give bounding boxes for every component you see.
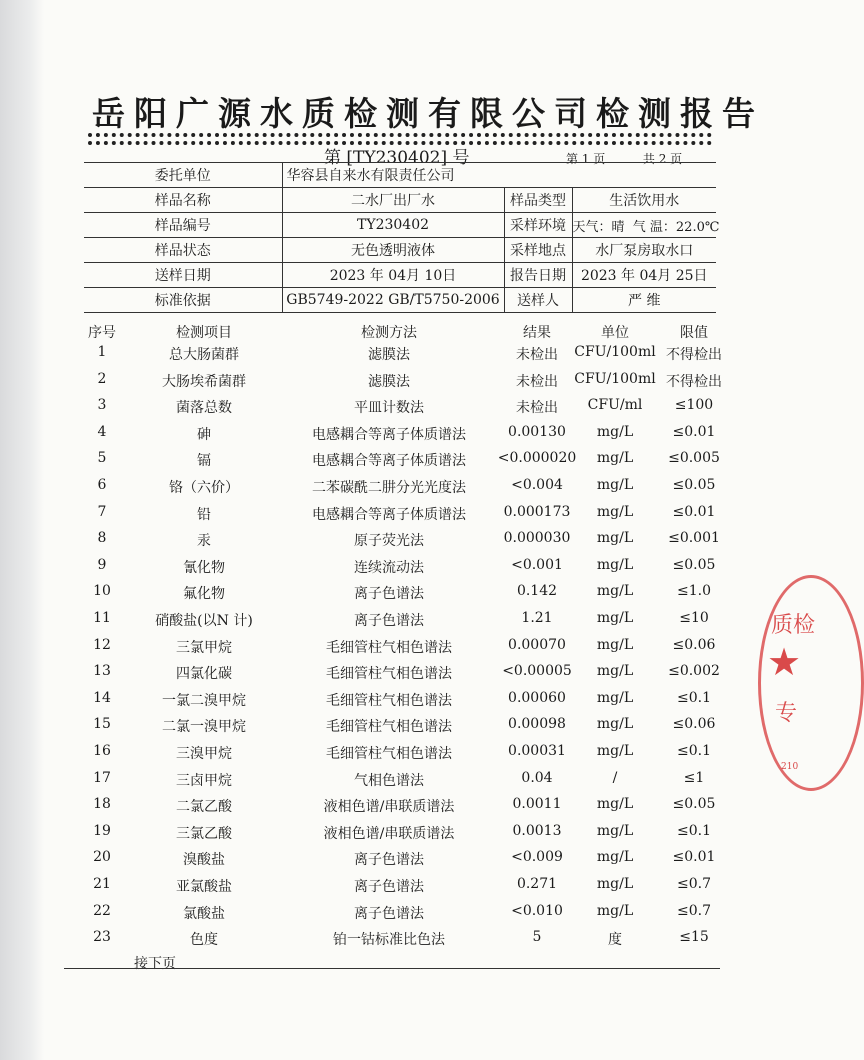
sample-id-label: 样品编号 (84, 213, 282, 238)
table-row (84, 690, 716, 716)
row-method: 铂一钴标准比色法 (333, 932, 445, 949)
col-header-item: 检测项目 (176, 325, 232, 341)
table-row (84, 743, 716, 769)
row-no: 5 (97, 450, 107, 467)
table-row (84, 610, 716, 636)
row-unit: mg/L (596, 849, 634, 866)
env-value (572, 213, 720, 238)
row-limit: ≤0.005 (668, 450, 720, 467)
row-item: 三氯乙酸 (176, 825, 232, 842)
row-no: 14 (93, 689, 111, 706)
row-unit: CFU/100ml (574, 344, 656, 360)
row-unit: mg/L (596, 796, 634, 813)
table-row (84, 424, 716, 450)
row-no: 9 (97, 556, 107, 573)
row-result: 0.00070 (508, 636, 566, 653)
row-no: 16 (93, 743, 111, 759)
env-label: 采样环境 (504, 213, 572, 238)
row-limit: ≤0.05 (672, 556, 716, 573)
row-method: 连续流动法 (354, 559, 424, 576)
row-no: 1 (97, 344, 107, 360)
report-title: 岳阳广源水质检测有限公司检测报告 (92, 94, 764, 133)
row-item: 二氯一溴甲烷 (162, 719, 246, 736)
row-item: 铅 (197, 506, 211, 523)
row-result: <0.00005 (502, 663, 572, 680)
state-label: 样品状态 (84, 238, 282, 263)
row-limit: 不得检出 (666, 373, 722, 390)
table-row (84, 637, 716, 663)
seal-text-mid: 专 (775, 701, 798, 726)
row-limit: ≤15 (679, 929, 709, 946)
row-method: 液相色谱/串联质谱法 (323, 799, 455, 816)
row-method: 离子色谱法 (354, 879, 424, 895)
row-no: 2 (97, 370, 107, 387)
row-item: 汞 (197, 533, 211, 550)
row-result: 0.00130 (508, 423, 566, 440)
row-item: 铬（六价） (169, 480, 239, 496)
row-result: 1.21 (521, 610, 553, 626)
row-item: 氟化物 (183, 586, 225, 603)
location-label: 采样地点 (504, 238, 572, 263)
binding-edge (0, 0, 44, 1060)
row-limit: ≤0.05 (672, 477, 716, 493)
sample-type-value: 生活饮用水 (572, 188, 716, 213)
table-row (84, 903, 716, 929)
row-no: 18 (93, 796, 111, 813)
sample-type-label: 样品类型 (504, 188, 572, 213)
row-result: 0.00098 (508, 716, 566, 733)
row-limit: ≤1 (683, 769, 705, 786)
row-result: 0.00031 (508, 743, 566, 759)
info-row-sample-id (84, 213, 716, 238)
row-no: 10 (93, 583, 111, 600)
footer-rule (64, 968, 720, 969)
row-no: 12 (93, 636, 111, 653)
row-result: <0.009 (511, 849, 563, 866)
row-no: 8 (97, 530, 107, 547)
row-limit: ≤0.01 (672, 849, 716, 866)
table-row (84, 796, 716, 822)
table-row (84, 849, 716, 875)
row-result: 0.000030 (503, 530, 571, 547)
row-method: 电感耦合等离子体质谱法 (312, 453, 466, 470)
row-method: 气相色谱法 (354, 772, 424, 789)
row-method: 毛细管柱气相色谱法 (326, 666, 452, 683)
table-row (84, 663, 720, 689)
row-limit: ≤0.1 (677, 743, 711, 759)
row-result: <0.001 (511, 556, 563, 573)
sampler-value: 严 维 (572, 288, 716, 313)
table-row (84, 557, 716, 583)
row-method: 滤膜法 (368, 347, 410, 363)
row-unit: mg/L (596, 503, 634, 520)
row-result: 0.0011 (512, 796, 562, 813)
row-item: 硝酸盐(以N 计) (155, 613, 253, 629)
row-method: 电感耦合等离子体质谱法 (312, 426, 466, 443)
row-limit: ≤0.7 (677, 876, 711, 892)
row-limit: ≤0.002 (668, 663, 720, 680)
row-unit: mg/L (596, 663, 634, 680)
row-no: 11 (93, 610, 111, 626)
report-number: 第 [TY230402] 号 (324, 148, 470, 168)
row-result: 0.00060 (508, 689, 566, 706)
row-item: 亚氯酸盐 (176, 879, 232, 895)
continued-note: 接下页 (134, 956, 176, 972)
row-item: 三溴甲烷 (176, 746, 232, 762)
location-value: 水厂泵房取水口 (572, 238, 716, 263)
row-limit: ≤0.7 (677, 902, 711, 919)
row-unit: mg/L (596, 530, 634, 547)
sample-info-table (84, 162, 720, 313)
sample-id-value: TY230402 (282, 213, 504, 238)
row-item: 镉 (197, 453, 211, 470)
row-no: 21 (93, 876, 111, 892)
row-no: 15 (93, 716, 111, 733)
row-method: 离子色谱法 (354, 852, 424, 869)
table-row (84, 823, 716, 849)
title-divider-top (88, 133, 712, 137)
row-result: 5 (532, 929, 542, 946)
table-row (84, 876, 716, 902)
sampler-label: 送样人 (504, 288, 572, 313)
row-item: 三卤甲烷 (176, 772, 232, 789)
row-unit: mg/L (596, 716, 634, 733)
row-item: 色度 (190, 932, 218, 949)
seal-text-top: 质检 (771, 613, 816, 638)
row-no: 17 (93, 769, 111, 786)
row-result: 0.000173 (503, 503, 571, 520)
row-unit: mg/L (596, 450, 634, 467)
row-method: 电感耦合等离子体质谱法 (312, 506, 466, 523)
row-limit: ≤0.01 (672, 503, 716, 520)
row-no: 13 (93, 663, 111, 680)
row-unit: mg/L (596, 477, 634, 493)
col-header-no: 序号 (88, 325, 116, 341)
row-method: 离子色谱法 (354, 905, 424, 922)
row-result: 未检出 (516, 400, 558, 417)
row-unit: CFU/100ml (574, 370, 656, 387)
table-row (84, 397, 716, 423)
row-unit: mg/L (596, 902, 634, 919)
seal-number: 210 (781, 762, 799, 772)
seal-star-icon: ★ (767, 640, 802, 684)
row-method: 液相色谱/串联质谱法 (323, 825, 455, 842)
row-unit: mg/L (596, 423, 634, 440)
row-method: 原子荧光法 (354, 533, 424, 550)
table-row (84, 770, 716, 796)
row-unit: 度 (608, 932, 622, 949)
row-unit: mg/L (596, 556, 634, 573)
table-row (84, 504, 716, 530)
row-method: 离子色谱法 (354, 586, 424, 603)
row-no: 19 (93, 822, 111, 839)
row-no: 7 (97, 503, 107, 520)
report-page (44, 0, 816, 1060)
row-item: 四氯化碳 (176, 666, 232, 683)
row-method: 滤膜法 (368, 373, 410, 390)
col-header-method: 检测方法 (361, 325, 417, 341)
submit-date-value: 2023 年 04月 10日 (282, 263, 504, 288)
row-limit: ≤0.1 (677, 689, 711, 706)
sample-name-value: 二水厂出厂水 (282, 188, 504, 213)
report-date-value: 2023 年 04月 25日 (572, 263, 716, 288)
table-row (84, 929, 716, 955)
info-row-standard (84, 288, 716, 313)
row-item: 溴酸盐 (183, 852, 225, 869)
row-limit: ≤0.06 (672, 716, 716, 733)
row-result: 0.0013 (512, 822, 562, 839)
client-label: 委托单位 (84, 163, 282, 188)
row-result: 0.142 (516, 583, 558, 600)
row-item: 氯酸盐 (183, 905, 225, 922)
row-limit: ≤100 (674, 397, 714, 414)
col-header-unit: 单位 (601, 325, 629, 341)
row-item: 一氯二溴甲烷 (162, 692, 246, 709)
state-value: 无色透明液体 (282, 238, 504, 263)
row-result: <0.010 (511, 902, 563, 919)
sample-name-label: 样品名称 (84, 188, 282, 213)
row-method: 毛细管柱气相色谱法 (326, 746, 452, 762)
row-method: 毛细管柱气相色谱法 (326, 692, 452, 709)
row-item: 总大肠菌群 (169, 347, 239, 363)
row-item: 大肠埃希菌群 (162, 373, 246, 390)
table-row (84, 450, 720, 476)
env-weather: 天气：晴 (572, 219, 625, 235)
col-header-result: 结果 (523, 325, 551, 341)
row-limit: ≤0.01 (672, 423, 716, 440)
row-unit: mg/L (596, 822, 634, 839)
row-limit: ≤0.001 (668, 530, 720, 547)
standard-value: GB5749-2022 GB/T5750-2006 (282, 288, 504, 313)
row-limit: ≤1.0 (677, 583, 711, 600)
row-no: 4 (97, 423, 107, 440)
row-result: 0.271 (516, 876, 558, 892)
env-temp: 气 温：22.0℃ (632, 219, 720, 235)
row-result: <0.004 (511, 477, 563, 493)
row-method: 平皿计数法 (354, 400, 424, 417)
row-unit: mg/L (596, 610, 634, 626)
table-row (84, 344, 722, 370)
row-unit: / (612, 769, 618, 786)
table-row (84, 370, 722, 397)
row-result: 0.04 (521, 769, 553, 786)
row-item: 菌落总数 (176, 400, 232, 417)
row-limit: ≤0.05 (672, 796, 716, 813)
row-no: 23 (93, 929, 111, 946)
official-seal (758, 575, 864, 791)
row-limit: 不得检出 (666, 347, 722, 363)
report-date-label: 报告日期 (504, 263, 572, 288)
row-no: 3 (97, 397, 107, 414)
row-unit: mg/L (596, 636, 634, 653)
row-method: 毛细管柱气相色谱法 (326, 639, 452, 656)
row-unit: mg/L (596, 689, 634, 706)
row-no: 6 (97, 477, 107, 493)
row-item: 三氯甲烷 (176, 639, 232, 656)
row-item: 二氯乙酸 (176, 799, 232, 816)
row-unit: mg/L (596, 743, 634, 759)
row-limit: ≤0.1 (677, 822, 711, 839)
row-no: 20 (93, 849, 111, 866)
row-limit: ≤10 (679, 610, 709, 626)
info-row-sample-name (84, 188, 716, 213)
standard-label: 标准依据 (84, 288, 282, 313)
row-result: 未检出 (516, 373, 558, 390)
info-row-client (84, 163, 716, 188)
row-result: 未检出 (516, 347, 558, 363)
row-unit: mg/L (596, 876, 634, 892)
info-row-state (84, 238, 716, 263)
page-total: 共 2 页 (642, 152, 683, 166)
table-row (84, 583, 716, 609)
row-method: 离子色谱法 (354, 613, 424, 629)
table-row (84, 530, 720, 556)
row-method: 毛细管柱气相色谱法 (326, 719, 452, 736)
row-method: 二苯碳酰二肼分光光度法 (312, 480, 466, 496)
table-row (84, 716, 716, 742)
row-unit: CFU/ml (587, 397, 643, 414)
row-no: 22 (93, 902, 111, 919)
submit-date-label: 送样日期 (84, 263, 282, 288)
row-item: 氰化物 (183, 559, 225, 576)
client-value: 华容县自来水有限责任公司 (282, 163, 716, 188)
info-row-dates (84, 263, 716, 288)
row-unit: mg/L (596, 583, 634, 600)
row-item: 砷 (197, 426, 211, 443)
page-current: 第 1 页 (566, 152, 606, 166)
col-header-limit: 限值 (680, 325, 708, 341)
row-limit: ≤0.06 (672, 636, 716, 653)
row-result: <0.000020 (497, 450, 577, 467)
table-row (84, 477, 716, 503)
